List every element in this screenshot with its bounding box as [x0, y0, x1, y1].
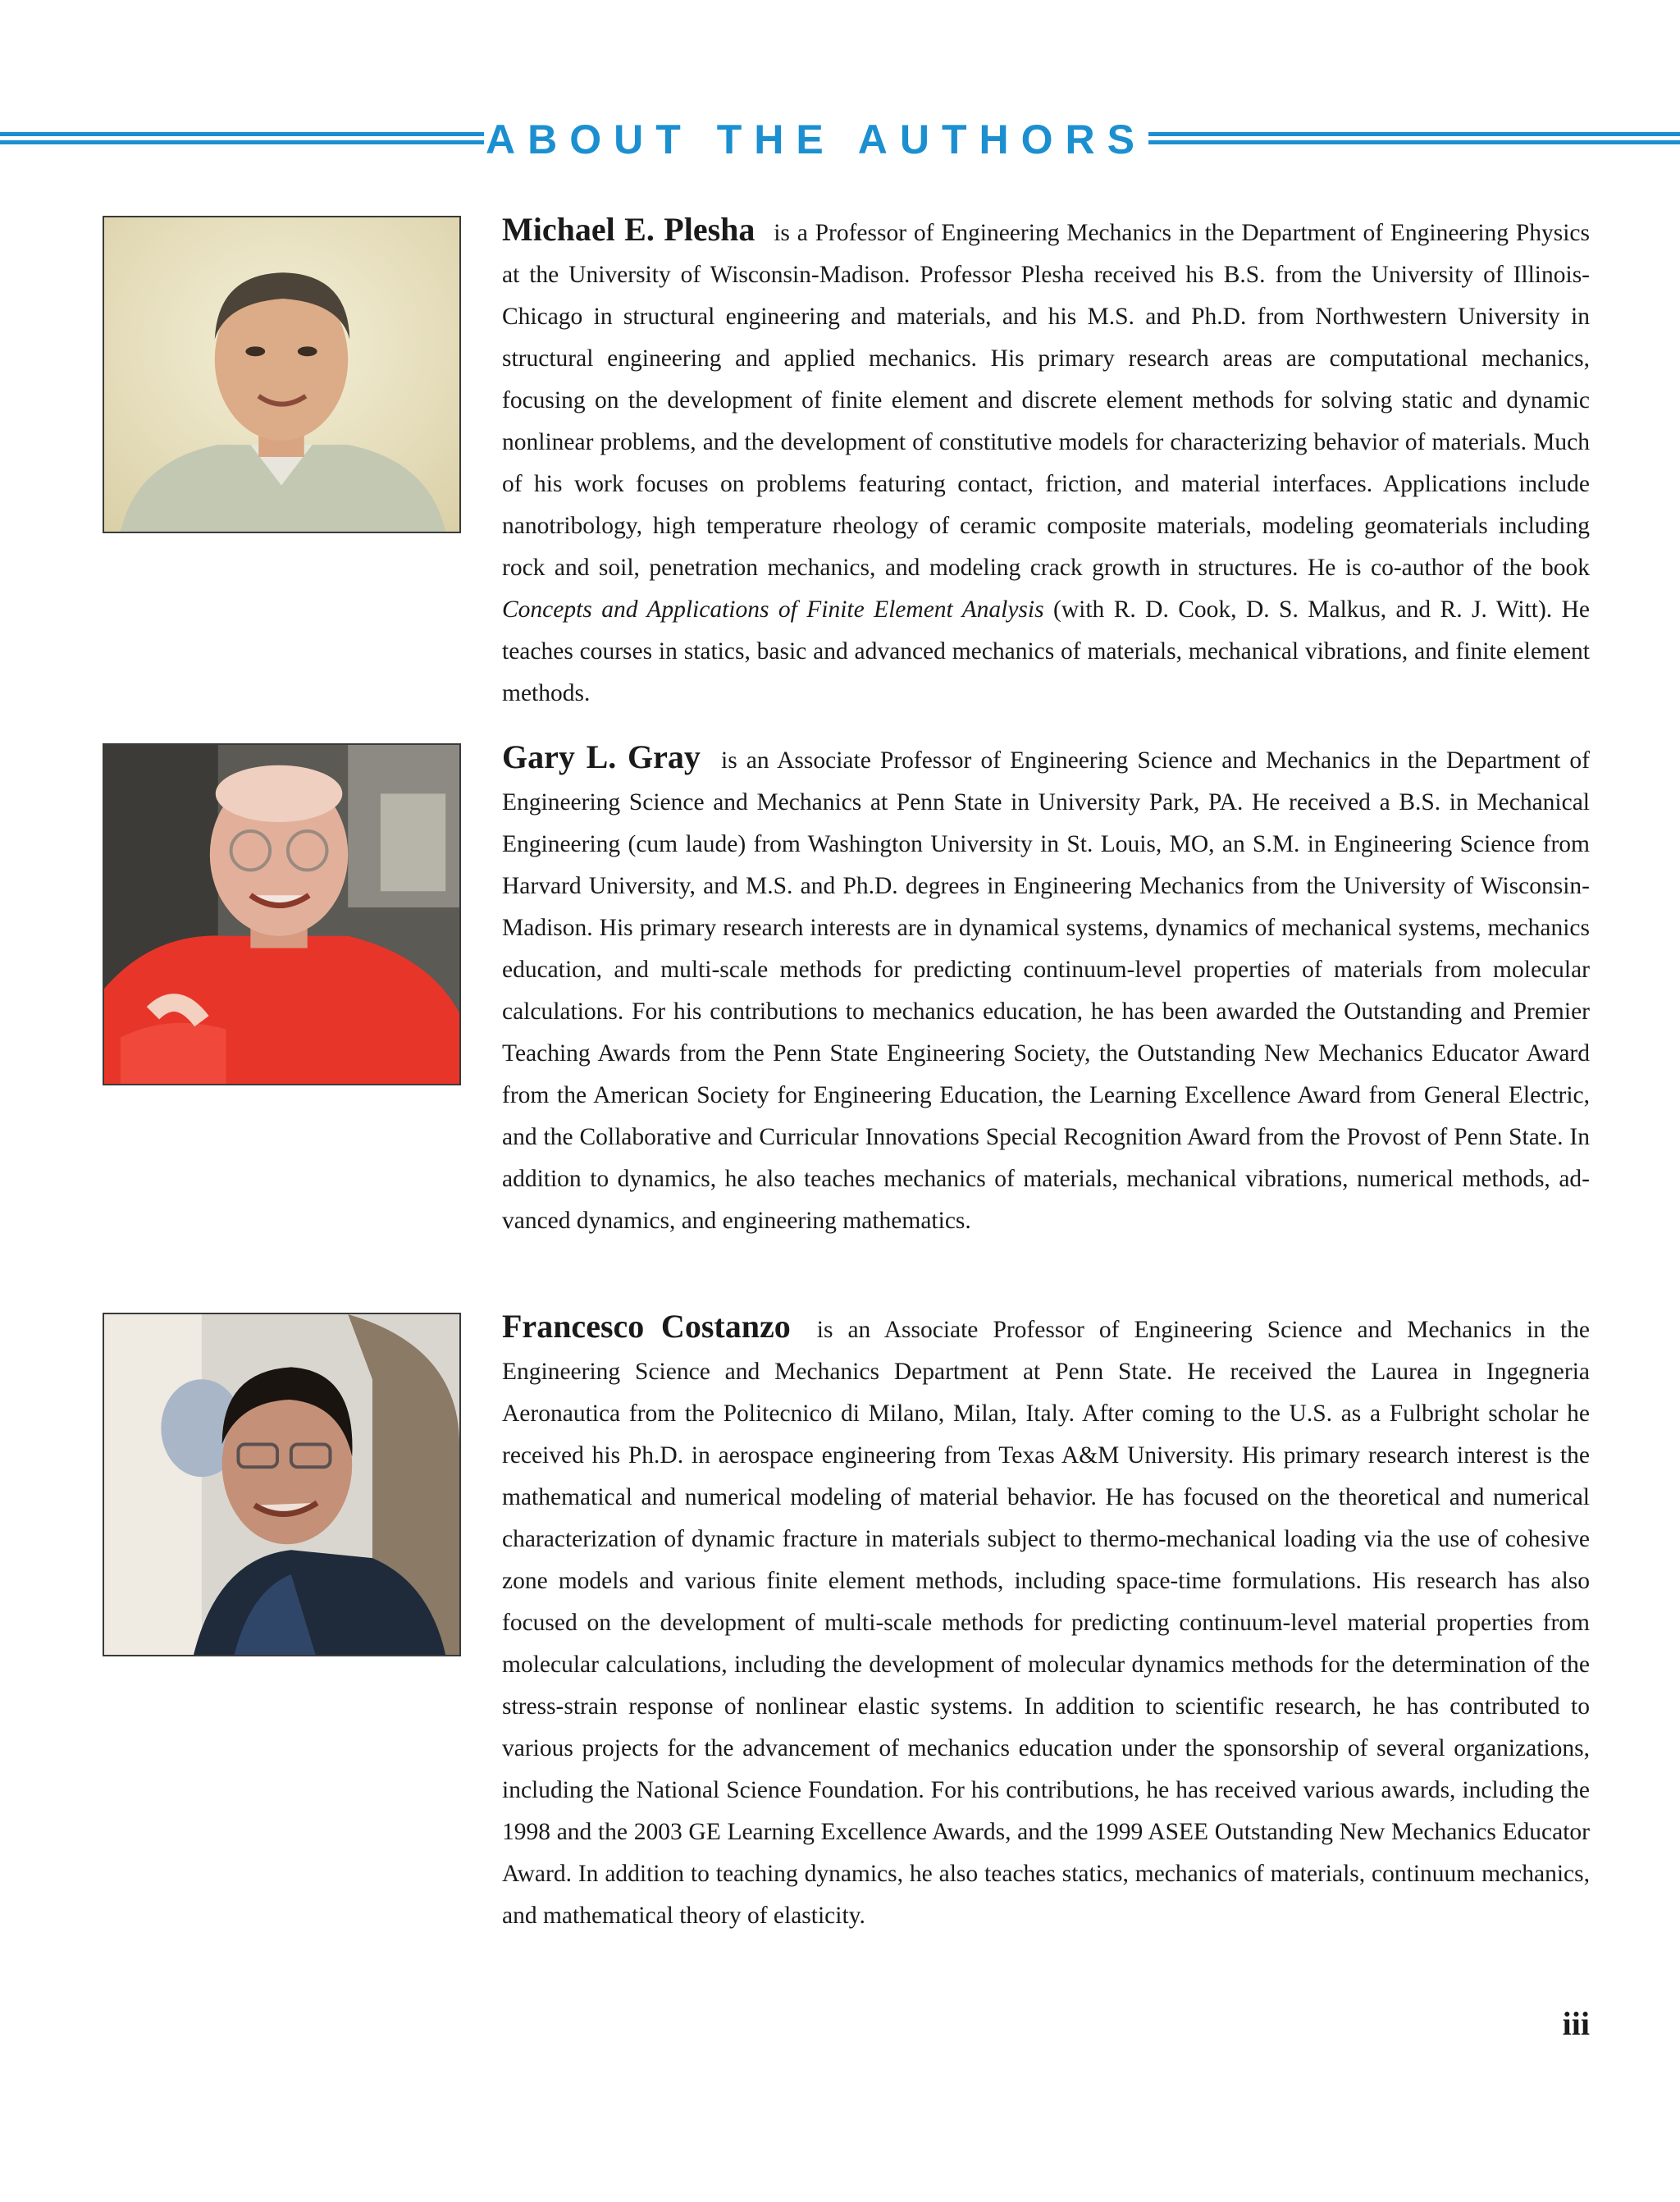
author-bio-gray — [502, 736, 1590, 1242]
author-name-costanzo: Francesco Costanzo — [502, 1308, 791, 1345]
header-rule-right — [1148, 132, 1680, 145]
bio-text: is an Associate Professor of Engineering Science and Mechanics in the Department of Engineering Science and Mechanics at Penn State in University Park, PA. He received a B.S. in Mechanical Engineering (cum laude) from Washington University in St. Louis, MO, an S.M. in Engineering Science from Harvard University, and M.S. and Ph.D. degrees in Engineering Mechanics from the University of Wisconsin-Madison. His primary research interests are in dynamical systems, dynamics of mechanical systems, mechanics education, and multi-scale methods for predicting continuum-level properties of materials from molecular calculations. For his contributions to mechanics education, he has been awarded the Outstanding and Premier Teaching Awards from the Penn State Engineering Society, the Outstanding New Mechanics Educator Award from the American Society for Engineering Education, the Learning Excellence Award from General Electric, and the Collaborative and Curricular Innovations Special Recognition Award from the Provost of Penn State. In addition to dynamics, he also teaches mechanics of materials, mechanical vibrations, numerical methods, advanced dynamics, and engineering mathematics. — [502, 747, 1590, 1234]
author-name-gray: Gary L. Gray — [502, 738, 701, 775]
author-photo-gray — [103, 743, 461, 1085]
header-rule-left — [0, 132, 484, 145]
page-title: ABOUT THE AUTHORS — [486, 116, 1147, 162]
bio-text: is a Professor of Engineering Mechanics in the Department of Engineering Physics at the University of Wisconsin-Madison. Professor Plesha received his B.S. from the University of Illinois-Chicago in structural engineering and materials, and his M.S. and Ph.D. from Northwestern University in structural engineering and applied mechanics. His primary research areas are computational mechanics, focusing on the development of finite element and discrete element methods for solving static and dynamic nonlinear problems, and the development of constitutive models for characterizing behavior of materials. Much of his work focuses on problems featuring contact, friction, and material interfaces. Applications include nanotribology, high temperature rheology of ceramic composite materials, modeling geomaterials including rock and soil, penetration mechanics, and modeling crack growth in structures. He is co-author of the book — [502, 220, 1590, 581]
author-photo-plesha — [103, 216, 461, 533]
page-number: iii — [1562, 2005, 1590, 2042]
author-name-plesha: Michael E. Plesha — [502, 211, 756, 248]
bio-text: (with R. D. Cook, D. S. Malkus, and R. J. Witt). He teaches courses in statics, basic and advanced mechanics of materials, mechanical vibrations, and finite element methods. — [502, 596, 1590, 706]
book-title: Concepts and Applications of Finite Element Analysis — [502, 596, 1044, 623]
author-photo-costanzo — [103, 1313, 461, 1656]
author-bio-plesha — [502, 208, 1590, 715]
author-bio-costanzo — [502, 1305, 1590, 1937]
page-header — [0, 107, 1680, 172]
bio-text: is an Associate Professor of Engineering Science and Mechanics in the Engineering Science and Mechanics Department at Penn State. He received the Laurea in Ingegneria Aeronautica from the Politecnico di Milano, Milan, Italy. After coming to the U.S. as a Fulbright scholar he received his Ph.D. in aerospace engineering from Texas A&M University. His primary research interest is the mathematical and numerical modeling of material behavior. He has focused on the theoretical and numerical characterization of dynamic fracture in materials subject to thermo-mechanical loading via the use of cohesive zone models and various finite element methods, including space-time formulations. His research has also focused on the development of multi-scale methods for predicting continuum-level material properties from molecular calculations, including the development of molecular dynamics methods for the determination of the stress-strain response of nonlinear elastic systems. In addition to scientific research, he has contributed to various projects for the advancement of mechanics education under the sponsorship of several organizations, including the National Science Foundation. For his contributions, he has received various awards, including the 1998 and the 2003 GE Learning Excellence Awards, and the 1999 ASEE Outstanding New Mechanics Educator Award. In addition to teaching dynamics, he also teaches statics, mechanics of materials, continuum mechanics, and mathematical theory of elasticity. — [502, 1317, 1590, 1929]
